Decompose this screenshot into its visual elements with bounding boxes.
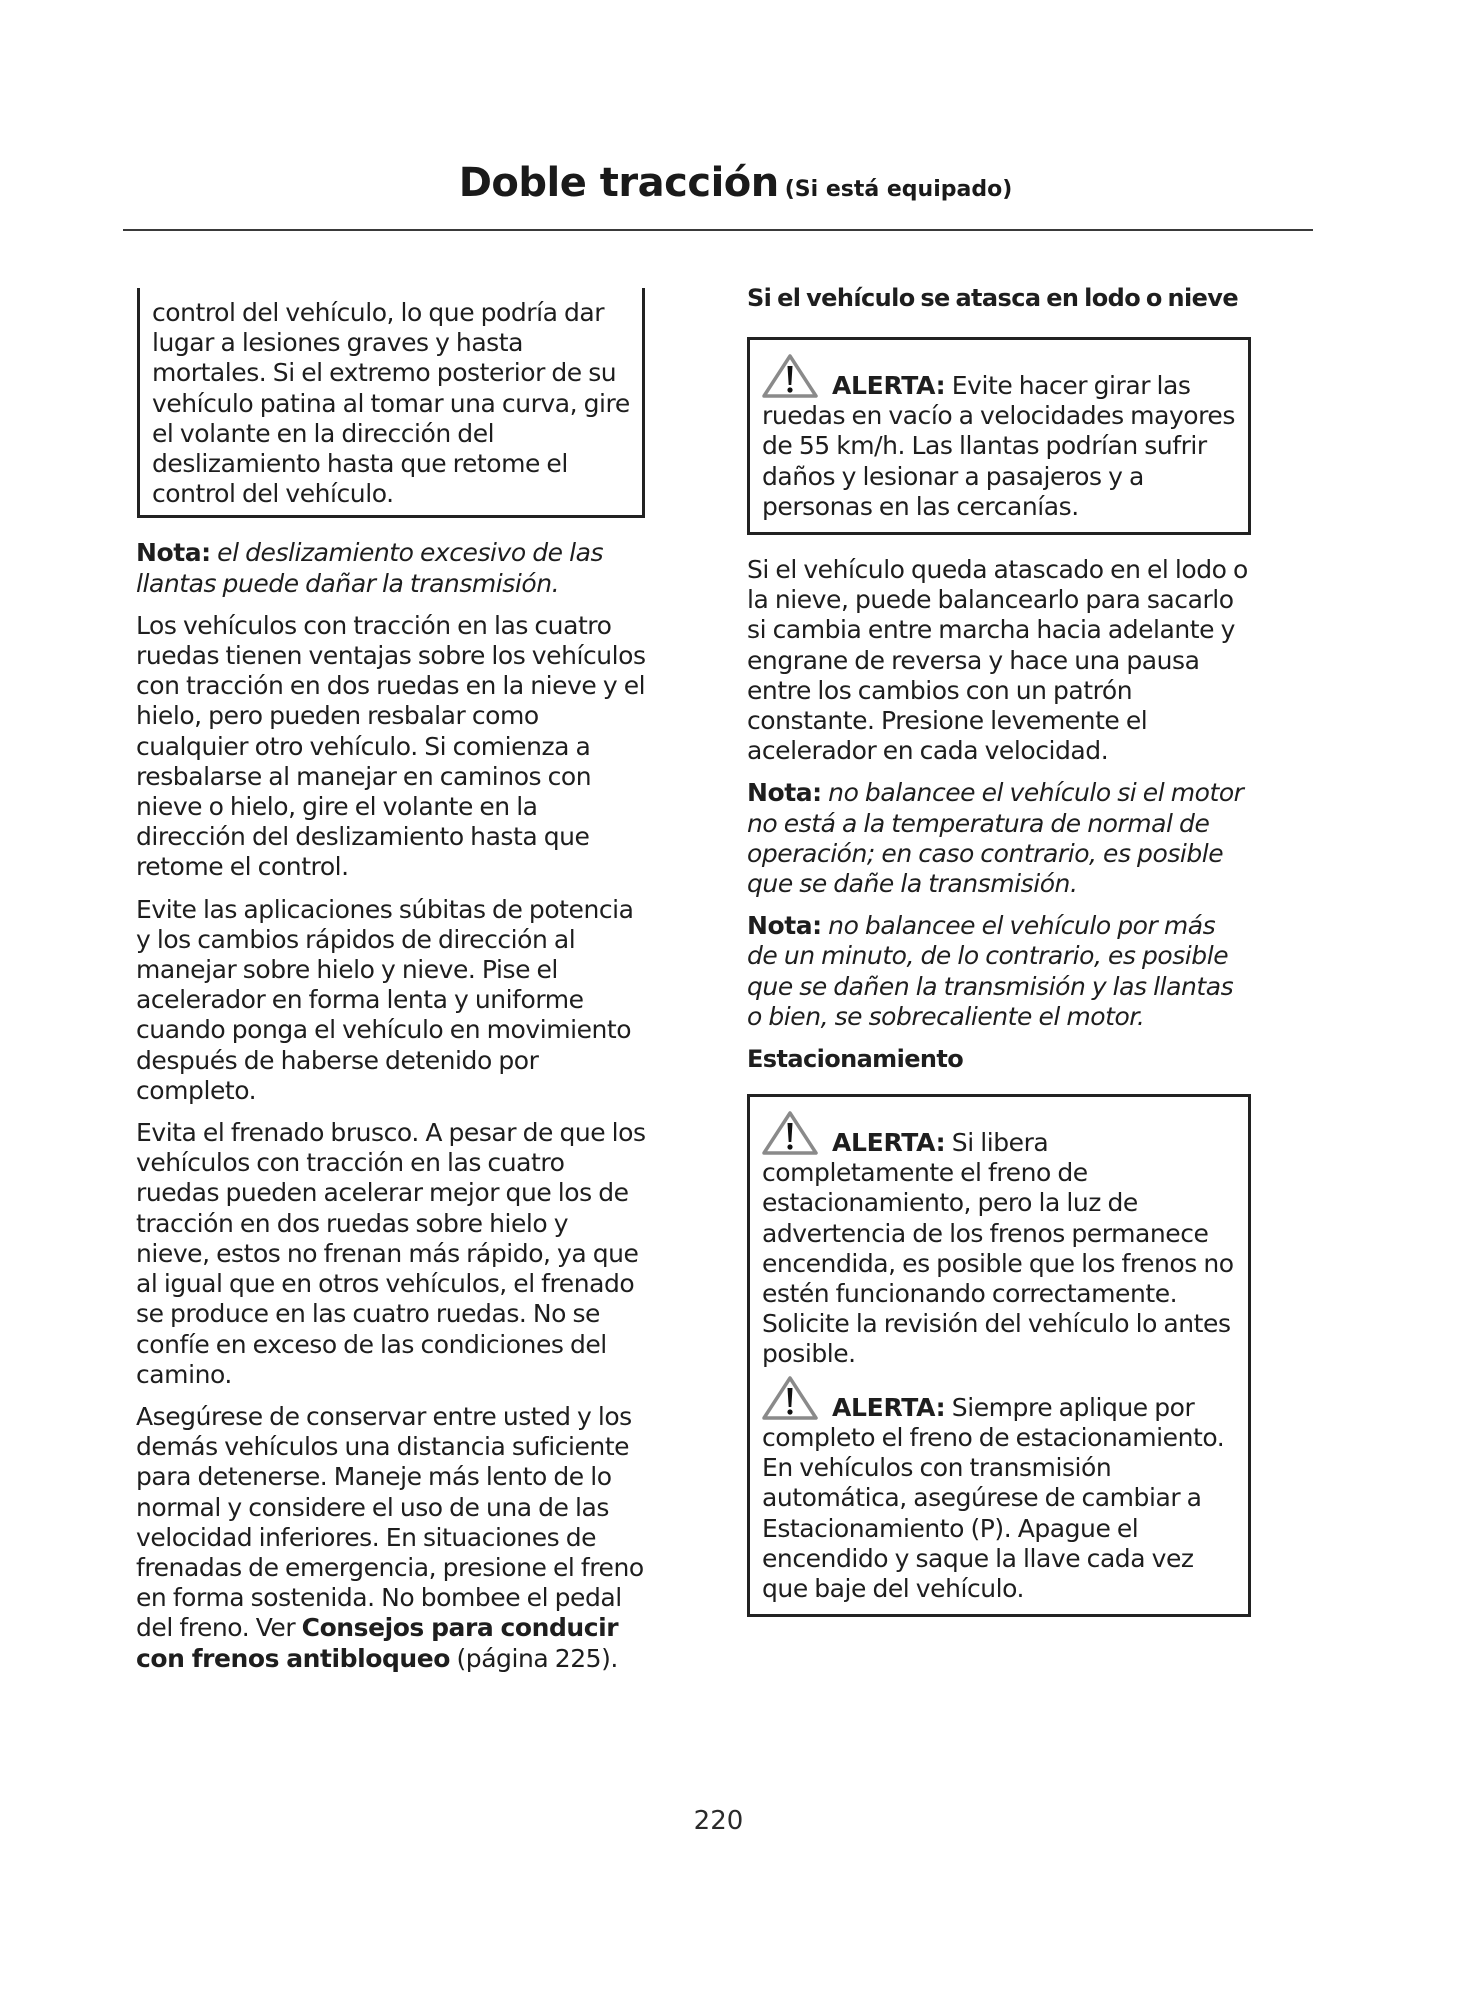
body-paragraph: Evita el frenado brusco. A pesar de que los vehículos con tracción en las cuatro ruedas pueden acelerar mejor que los de tracción en dos ruedas sobre hielo y nieve, estos no frenan más rápido, ya que al igual que en otros vehículos, el frenado se produce en las cuatro ruedas. No se confíe en exceso de las condiciones del camino.: [136, 1118, 646, 1389]
alert-label: ALERTA:: [832, 371, 946, 400]
warning-triangle-icon: [762, 1111, 818, 1155]
page-title: Doble tracción: [458, 160, 779, 206]
note-label: Nota:: [747, 778, 822, 808]
alert-item: [762, 1376, 1238, 1604]
continued-warning-box: [137, 288, 645, 518]
body-paragraph: Si el vehículo queda atascado en el lodo o la nieve, puede balancearlo para sacarlo si cambia entre marcha hacia adelante y engrane de reversa y hace una pausa entre los cambios con un patrón constante. Presione levemente el acelerador en cada velocidad.: [747, 555, 1248, 766]
section-heading-parking: Estacionamiento: [747, 1045, 964, 1074]
header-divider: [123, 229, 1313, 231]
page-number: 220: [693, 1806, 744, 1836]
page-header: [0, 160, 1471, 206]
page-reference: (página 225).: [449, 1643, 618, 1673]
note-paragraph: [747, 911, 1249, 1032]
alert-box: [747, 337, 1251, 535]
alert-label: ALERTA:: [832, 1128, 946, 1158]
section-heading-stuck: Si el vehículo se atasca en lodo o nieve: [747, 284, 1239, 312]
note-label: Nota:: [747, 911, 822, 941]
warning-continued-text: control del vehículo, lo que podría dar lugar a lesiones graves y hasta mortales. Si el extremo posterior de su vehículo patina al tomar una curva, gire el volante en la dirección del deslizamiento hasta que retome el control del vehículo.: [152, 298, 630, 509]
note-label: Nota:: [136, 538, 211, 568]
body-text: Asegúrese de conservar entre usted y los demás vehículos una distancia suficiente para detenerse. Maneje más lento de lo normal y considere el uso de una de las velocidad inferiores. En situaciones de frenadas de emergencia, presione el freno en forma sostenida. No bombee el pedal del freno. Ver: [136, 1401, 644, 1643]
note-text: no balancee el vehículo por más de un minuto, de lo contrario, es posible que se dañen la transmisión y las llantas o bien, se sobrecaliente el motor.: [747, 911, 1234, 1031]
left-column: [136, 298, 648, 1686]
page-subtitle: (Si está equipado): [784, 177, 1013, 202]
note-paragraph: [747, 778, 1249, 899]
note-paragraph: [136, 538, 648, 598]
cross-reference-link[interactable]: Consejos para conducir con frenos antibloqueo: [136, 1613, 619, 1673]
alert-text: Siempre aplique por completo el freno de estacionamiento. En vehículos con transmisión automática, asegúrese de cambiar a Estacionamiento (P). Apague el encendido y saque la llave cada vez que baje del vehículo.: [762, 1392, 1225, 1603]
body-paragraph-with-reference: [136, 1402, 648, 1674]
right-column: [747, 283, 1249, 1637]
alert-item: [762, 1111, 1238, 1370]
alert-text: Evite hacer girar las ruedas en vacío a velocidades mayores de 55 km/h. Las llantas podrían sufrir daños y lesionar a pasajeros y a personas en las cercanías.: [762, 371, 1235, 521]
alert-text: Si libera completamente el freno de estacionamiento, pero la luz de advertencia de los frenos permanece encendida, es posible que los frenos no estén funcionando correctamente. Solicite la revisión del vehículo lo antes posible.: [762, 1128, 1234, 1369]
body-paragraph: Los vehículos con tracción en las cuatro ruedas tienen ventajas sobre los vehículos con tracción en dos ruedas en la nieve y el hielo, pero pueden resbalar como cualquier otro vehículo. Si comienza a resbalarse al manejar en caminos con nieve o hielo, gire el volante en la dirección del deslizamiento hasta que retome el control.: [136, 610, 646, 882]
warning-triangle-icon: [762, 354, 818, 398]
body-paragraph: Evite las aplicaciones súbitas de potencia y los cambios rápidos de dirección al manejar sobre hielo y nieve. Pise el acelerador en forma lenta y uniforme cuando ponga el vehículo en movimiento después de haberse detenido por completo.: [136, 894, 634, 1105]
alert-label: ALERTA:: [832, 1392, 946, 1422]
alert-box: [747, 1094, 1251, 1617]
note-text: no balancee el vehículo si el motor no está a la temperatura de normal de operación; en caso contrario, es posible que se dañe la transmisión.: [747, 778, 1244, 899]
alert-item: [762, 354, 1238, 522]
note-text: el deslizamiento excesivo de las llantas puede dañar la transmisión.: [136, 538, 604, 598]
warning-triangle-icon: [762, 1376, 818, 1420]
